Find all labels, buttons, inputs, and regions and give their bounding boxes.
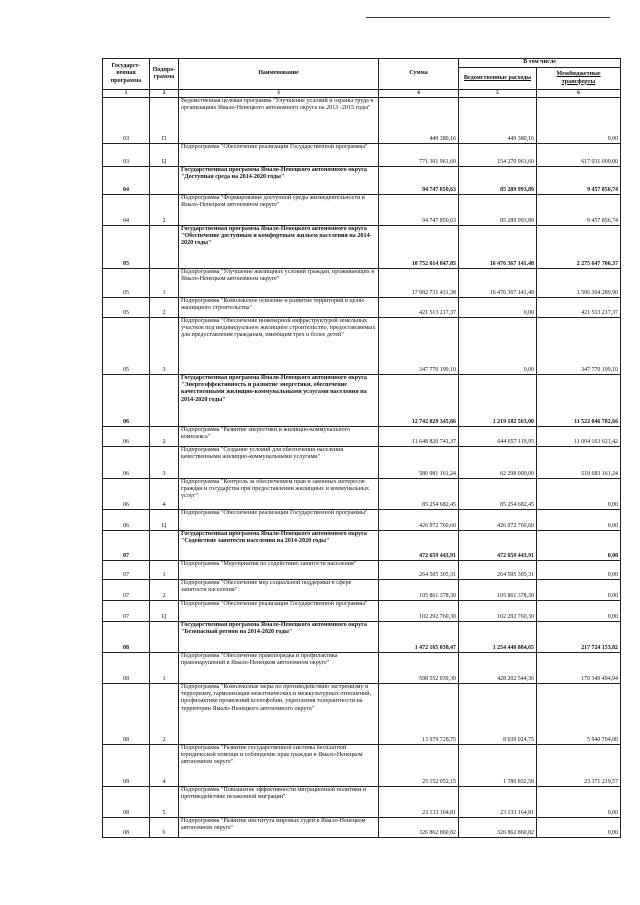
gov-program-code: 08 bbox=[103, 622, 150, 653]
amount-departmental: 102 292 760,30 bbox=[459, 601, 537, 622]
table-row bbox=[103, 479, 621, 510]
gov-program-code: 08 bbox=[103, 818, 150, 838]
amount-transfers: 0,00 bbox=[537, 561, 621, 580]
amount-total: 771 301 961,60 bbox=[379, 144, 459, 167]
col-number: 4 bbox=[379, 90, 459, 98]
gov-program-code: 07 bbox=[103, 601, 150, 622]
program-name: Подпрограмма "Обеспечение правопорядка и профилактика правонарушений в Ямало-Ненецком автономном округе" bbox=[179, 653, 379, 684]
table-row bbox=[103, 745, 621, 787]
amount-total: 449 380,16 bbox=[379, 98, 459, 144]
amount-departmental: 85 289 993,89 bbox=[459, 167, 537, 195]
amount-transfers: 2 275 647 706,37 bbox=[537, 226, 621, 269]
program-name: Подпрограмма "Развитие института мировых судей в Ямало-Ненецком автономном округе" bbox=[179, 818, 379, 838]
amount-departmental: 8 039 024,75 bbox=[459, 684, 537, 745]
table-row bbox=[103, 622, 621, 653]
sub-program-code bbox=[150, 375, 179, 427]
table-row bbox=[103, 447, 621, 479]
amount-total: 598 552 039,30 bbox=[379, 653, 459, 684]
gov-program-code: 05 bbox=[103, 226, 150, 269]
amount-transfers: 0,00 bbox=[537, 98, 621, 144]
amount-departmental: 264 505 305,31 bbox=[459, 561, 537, 580]
table-row bbox=[103, 226, 621, 269]
table-row bbox=[103, 375, 621, 427]
amount-total: 25 152 052,15 bbox=[379, 745, 459, 787]
table-row bbox=[103, 787, 621, 818]
sub-program-code bbox=[150, 622, 179, 653]
sub-program-code: 2 bbox=[150, 684, 179, 745]
table-row bbox=[103, 601, 621, 622]
amount-departmental: 1 219 182 563,00 bbox=[459, 375, 537, 427]
sub-program-code bbox=[150, 531, 179, 561]
table-row bbox=[103, 98, 621, 144]
table-row bbox=[103, 167, 621, 195]
amount-total: 347 770 199,10 bbox=[379, 318, 459, 375]
program-name: Государственная программа Ямало-Ненецкого автономного округа "Безопасный регион на 2014-2020 годы" bbox=[179, 622, 379, 653]
table-row bbox=[103, 653, 621, 684]
amount-departmental: 154 270 961,60 bbox=[459, 144, 537, 167]
amount-total: 11 648 820 741,37 bbox=[379, 427, 459, 447]
amount-transfers: 5 940 704,00 bbox=[537, 684, 621, 745]
program-name: Подпрограмма "Улучшение жилищных условий граждан, проживающих в Ямало-Ненецком автономном округе" bbox=[179, 269, 379, 298]
gov-program-code: 07 bbox=[103, 531, 150, 561]
amount-total: 13 979 728,75 bbox=[379, 684, 459, 745]
amount-total: 105 861 378,30 bbox=[379, 580, 459, 601]
sub-program-code: 3 bbox=[150, 447, 179, 479]
gov-program-code: 04 bbox=[103, 195, 150, 226]
amount-transfers: 347 770 199,10 bbox=[537, 318, 621, 375]
amount-departmental: 428 202 544,36 bbox=[459, 653, 537, 684]
amount-transfers: 0,00 bbox=[537, 580, 621, 601]
amount-transfers: 217 724 153,82 bbox=[537, 622, 621, 653]
gov-program-code: 05 bbox=[103, 298, 150, 318]
amount-departmental: 1 254 440 884,65 bbox=[459, 622, 537, 653]
sub-program-code bbox=[150, 167, 179, 195]
gov-program-code: 06 bbox=[103, 375, 150, 427]
sub-program-code: 2 bbox=[150, 298, 179, 318]
sub-program-code: Ц bbox=[150, 144, 179, 167]
table-row bbox=[103, 298, 621, 318]
sub-program-code: 1 bbox=[150, 269, 179, 298]
amount-transfers: 0,00 bbox=[537, 787, 621, 818]
gov-program-code: 06 bbox=[103, 510, 150, 531]
sub-program-code: 2 bbox=[150, 427, 179, 447]
amount-departmental: 0,00 bbox=[459, 318, 537, 375]
gov-program-code: 08 bbox=[103, 684, 150, 745]
program-name: Подпрограмма "Обеспечение инженерной инфраструктурой земельных участков под индивидуальное жилищное строительство, предоставляемых для предоставления гражданам, имеющим трех и более детей" bbox=[179, 318, 379, 375]
table-row bbox=[103, 269, 621, 298]
amount-transfers: 11 522 846 782,66 bbox=[537, 375, 621, 427]
amount-total: 426 972 760,60 bbox=[379, 510, 459, 531]
amount-departmental: 426 972 760,60 bbox=[459, 510, 537, 531]
gov-program-code: 03 bbox=[103, 98, 150, 144]
program-name: Подпрограмма "Мероприятия по содействию занятости населения" bbox=[179, 561, 379, 580]
sub-program-code: 6 bbox=[150, 818, 179, 838]
amount-total: 472 659 443,91 bbox=[379, 531, 459, 561]
amount-departmental: 0,00 bbox=[459, 298, 537, 318]
amount-transfers: 1 506 364 289,90 bbox=[537, 269, 621, 298]
program-name: Подпрограмма "Формирование доступной среды жизнедеятельности в Ямало-Ненецком автономном округе" bbox=[179, 195, 379, 226]
amount-total: 85 254 682,45 bbox=[379, 479, 459, 510]
sub-program-code: Ц bbox=[150, 510, 179, 531]
header-including: В том числе bbox=[459, 59, 621, 68]
table-row bbox=[103, 684, 621, 745]
header-rule bbox=[366, 17, 610, 18]
program-name: Подпрограмма "Развитие энергетики и жилищно-коммунального комплекса" bbox=[179, 427, 379, 447]
program-name: Подпрограмма "Комплексное освоение и развитие территорий в целях жилищного строительства" bbox=[179, 298, 379, 318]
amount-transfers: 0,00 bbox=[537, 479, 621, 510]
amount-departmental: 449 380,16 bbox=[459, 98, 537, 144]
sub-program-code: 4 bbox=[150, 479, 179, 510]
header-name: Наименование bbox=[179, 59, 379, 90]
program-name: Подпрограмма "Создание условий для обеспечения населения качественными жилищно-коммунальными услугами" bbox=[179, 447, 379, 479]
col-number: 5 bbox=[459, 90, 537, 98]
amount-departmental: 16 476 367 141,48 bbox=[459, 226, 537, 269]
gov-program-code: 06 bbox=[103, 447, 150, 479]
amount-transfers: 421 513 217,37 bbox=[537, 298, 621, 318]
amount-transfers: 617 031 000,00 bbox=[537, 144, 621, 167]
amount-total: 264 505 305,31 bbox=[379, 561, 459, 580]
amount-total: 94 747 850,63 bbox=[379, 167, 459, 195]
amount-transfers: 0,00 bbox=[537, 818, 621, 838]
header-gov-program: Государст-венная программа bbox=[103, 59, 150, 90]
amount-total: 1 472 165 038,47 bbox=[379, 622, 459, 653]
amount-departmental: 85 254 682,45 bbox=[459, 479, 537, 510]
amount-departmental: 1 780 832,58 bbox=[459, 745, 537, 787]
amount-departmental: 23 133 164,81 bbox=[459, 787, 537, 818]
amount-departmental: 472 659 443,91 bbox=[459, 531, 537, 561]
amount-transfers: 9 457 856,74 bbox=[537, 195, 621, 226]
amount-total: 326 862 860,82 bbox=[379, 818, 459, 838]
program-name: Подпрограмма "Развитие государственной системы бесплатной юридической помощи и соблюдение прав граждан в Ямало-Ненецком автономном округе" bbox=[179, 745, 379, 787]
sub-program-code: 2 bbox=[150, 195, 179, 226]
sub-program-code: 1 bbox=[150, 653, 179, 684]
sub-program-code: 2 bbox=[150, 580, 179, 601]
program-name: Государственная программа Ямало-Ненецкого автономного округа "Энергоэффективность и развитие энергетики, обеспечение качественными жилищно-коммунальными услугами населения на 2014-2020 годы" bbox=[179, 375, 379, 427]
amount-transfers: 0,00 bbox=[537, 601, 621, 622]
amount-total: 580 981 161,24 bbox=[379, 447, 459, 479]
table-body bbox=[103, 98, 621, 838]
program-name: Подпрограмма "Обеспечение реализации Государственной программы" bbox=[179, 510, 379, 531]
budget-table bbox=[102, 58, 621, 838]
amount-transfers: 11 004 163 621,42 bbox=[537, 427, 621, 447]
sub-program-code: 5 bbox=[150, 787, 179, 818]
amount-transfers: 170 349 494,94 bbox=[537, 653, 621, 684]
program-name: Подпрограмма "Комплексные меры по противодействию экстремизму и терроризму, гармонизация межэтнических и межкультурных отношений, профилактике проявлений ксенофобии, укрепления толерантности на территории Ямало-Ненецкого автономного округа" bbox=[179, 684, 379, 745]
table-row bbox=[103, 144, 621, 167]
table-row bbox=[103, 818, 621, 838]
amount-total: 102 292 760,30 bbox=[379, 601, 459, 622]
amount-transfers: 0,00 bbox=[537, 531, 621, 561]
table-row bbox=[103, 195, 621, 226]
table-row bbox=[103, 510, 621, 531]
program-name: Государственная программа Ямало-Ненецкого автономного округа "Содействие занятости населения на 2014-2020 годы" bbox=[179, 531, 379, 561]
header-sub-program: Подпро-грамма bbox=[150, 59, 179, 90]
header-transfers: Межбюджетные трансферты bbox=[537, 68, 621, 90]
col-number: 2 bbox=[150, 90, 179, 98]
sub-program-code: 1 bbox=[150, 561, 179, 580]
sub-program-code bbox=[150, 226, 179, 269]
gov-program-code: 03 bbox=[103, 144, 150, 167]
gov-program-code: 08 bbox=[103, 653, 150, 684]
program-name: Государственная программа Ямало-Ненецкого автономного округа "Обеспечение доступным и комфортным жильем населения на 2014-2020 годы" bbox=[179, 226, 379, 269]
amount-total: 18 752 014 847,85 bbox=[379, 226, 459, 269]
header-amount: Сумма bbox=[379, 59, 459, 90]
table-row bbox=[103, 318, 621, 375]
amount-transfers: 518 683 161,24 bbox=[537, 447, 621, 479]
program-name: Государственная программа Ямало-Ненецкого автономного округа "Доступная среда на 2014-2020 годы" bbox=[179, 167, 379, 195]
amount-transfers: 23 371 219,57 bbox=[537, 745, 621, 787]
program-name: Подпрограмма "Обеспечение мер социальной поддержки в сфере занятости населения" bbox=[179, 580, 379, 601]
gov-program-code: 07 bbox=[103, 580, 150, 601]
sub-program-code: Ц bbox=[150, 601, 179, 622]
col-number: 3 bbox=[179, 90, 379, 98]
amount-total: 23 133 164,81 bbox=[379, 787, 459, 818]
program-name: Ведомственная целевая программа "Улучшение условий и охраны труда в организациях Ямало-Ненецкого автономного округа на 2013 -2015 годы" bbox=[179, 98, 379, 144]
amount-departmental: 62 298 000,00 bbox=[459, 447, 537, 479]
col-number: 1 bbox=[103, 90, 150, 98]
program-name: Подпрограмма "Повышение эффективности миграционной политики и противодействие незаконной миграции" bbox=[179, 787, 379, 818]
amount-total: 94 747 850,63 bbox=[379, 195, 459, 226]
gov-program-code: 05 bbox=[103, 318, 150, 375]
amount-departmental: 85 289 993,89 bbox=[459, 195, 537, 226]
sub-program-code: П bbox=[150, 98, 179, 144]
sub-program-code: 3 bbox=[150, 318, 179, 375]
sub-program-code: 4 bbox=[150, 745, 179, 787]
program-name: Подпрограмма "Обеспечение реализации Государственной программы" bbox=[179, 144, 379, 167]
table-row bbox=[103, 531, 621, 561]
header-departmental: Ведомственные расходы bbox=[459, 68, 537, 90]
amount-transfers: 0,00 bbox=[537, 510, 621, 531]
gov-program-code: 05 bbox=[103, 269, 150, 298]
gov-program-code: 08 bbox=[103, 745, 150, 787]
gov-program-code: 08 bbox=[103, 787, 150, 818]
gov-program-code: 07 bbox=[103, 561, 150, 580]
amount-departmental: 16 476 367 141,48 bbox=[459, 269, 537, 298]
program-name: Подпрограмма "Контроль за обеспечением прав и законных интересов граждан и государства при предоставлении жилищных и коммунальных услуг" bbox=[179, 479, 379, 510]
amount-departmental: 105 861 378,30 bbox=[459, 580, 537, 601]
gov-program-code: 04 bbox=[103, 167, 150, 195]
amount-total: 12 742 029 345,66 bbox=[379, 375, 459, 427]
table-row bbox=[103, 427, 621, 447]
amount-total: 421 513 217,37 bbox=[379, 298, 459, 318]
gov-program-code: 06 bbox=[103, 479, 150, 510]
amount-departmental: 644 657 119,95 bbox=[459, 427, 537, 447]
gov-program-code: 06 bbox=[103, 427, 150, 447]
program-name: Подпрограмма "Обеспечение реализации Государственной программы" bbox=[179, 601, 379, 622]
table-row bbox=[103, 580, 621, 601]
amount-transfers: 9 457 856,74 bbox=[537, 167, 621, 195]
amount-total: 17 982 731 431,38 bbox=[379, 269, 459, 298]
col-number: 6 bbox=[537, 90, 621, 98]
table-row bbox=[103, 561, 621, 580]
amount-departmental: 326 862 860,82 bbox=[459, 818, 537, 838]
